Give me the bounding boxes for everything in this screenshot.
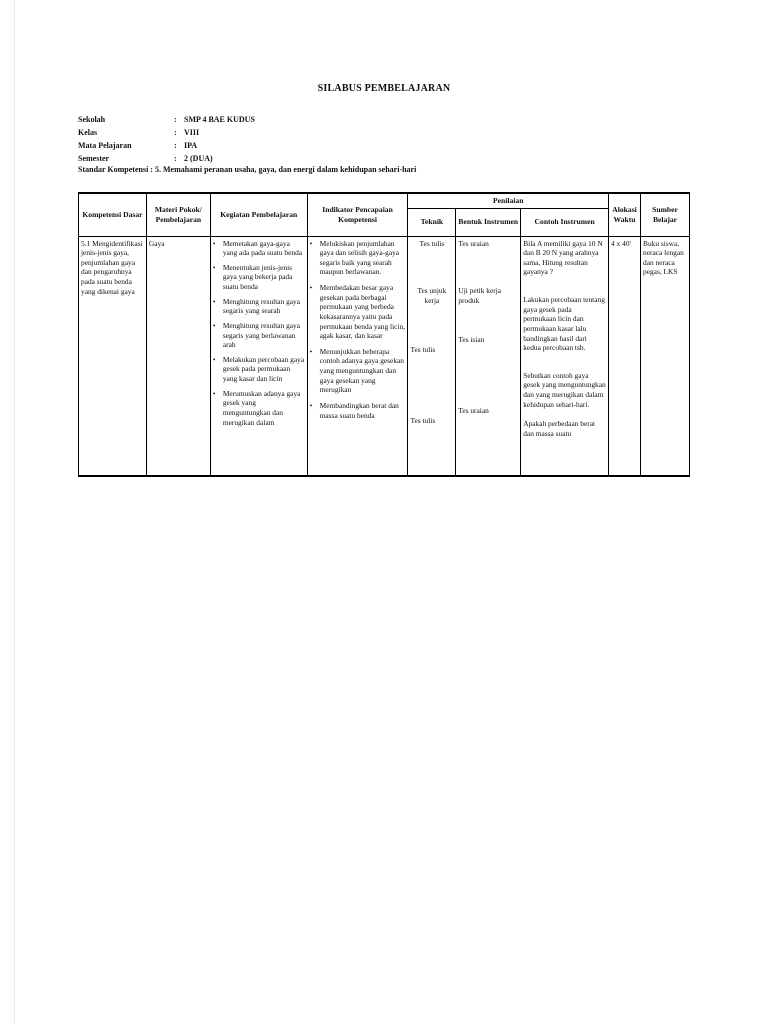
list-item: • Menentukan jenis-jenis gaya yang bekerja pada suatu benda [213, 263, 305, 292]
silabus-table [78, 192, 690, 477]
header-bentuk: Bentuk Instrumen [456, 208, 521, 236]
list-item: • Menghitung resultan gaya segaris yang berlawanan arah [213, 321, 305, 350]
header-kompetensi-dasar: Kompetensi Dasar [79, 193, 147, 236]
teknik-item: Tes unjuk kerja [417, 286, 447, 305]
list-item: • Menghitung resultan gaya segaris yang searah [213, 297, 305, 316]
bentuk-item: Tes isian [458, 335, 485, 345]
header-alokasi: Alokasi Waktu [609, 193, 641, 236]
list-item: • Melakukan percobaan gaya gesek pada permukaan yang kasar dan licin [213, 355, 305, 384]
info-value: 2 (DUA) [184, 154, 213, 163]
list-item: • Menunjukkan beberapa contoh adanya gaya gesekan yang menguntungkan dan gaya gesekan yang merugikan [310, 347, 406, 395]
info-colon: : [174, 128, 177, 137]
list-item: • Memetakan gaya-gaya yang ada pada suatu benda [213, 239, 305, 258]
info-value: SMP 4 BAE KUDUS [184, 115, 255, 124]
bentuk-item: Uji petik kerja produk [458, 286, 502, 305]
cell-kegiatan [210, 236, 307, 476]
info-row-mata-pelajaran [78, 139, 255, 152]
cell-teknik [408, 236, 456, 476]
contoh-item: Lakukan percobaan tentang gaya gesek pada permukaan licin dan permukaan kasar lalu bandingkan hasil dari kedua percobaan tsb. [523, 295, 605, 353]
info-label: Sekolah [78, 115, 106, 124]
list-item: • Membedakan besar gaya gesekan pada berbagai permukaan yang berbeda kekasarannya yaitu pada permukaan benda yang licin, agak kasar, dan kasar [310, 283, 406, 341]
header-teknik: Teknik [408, 208, 456, 236]
page-edge-line [14, 0, 15, 1024]
cell-sumber: Buku siswa, neraca lengan dan neraca pegas, LKS [641, 236, 690, 476]
cell-indikator [307, 236, 408, 476]
teknik-item: Tes tulis [410, 345, 436, 355]
teknik-item: Tes tulis [419, 238, 445, 248]
bentuk-item: Tes uraian [458, 238, 489, 248]
info-colon: : [174, 115, 177, 124]
header-sumber: Sumber Belajar [641, 193, 690, 236]
info-label: Kelas [78, 128, 98, 137]
info-label: Semester [78, 154, 110, 163]
contoh-item: Apakah perbedaan berat dan massa suatu [523, 419, 596, 438]
cell-kompetensi-dasar: 5.1 Mengidentifikasi jenis-jenis gaya, penjumlahan gaya dan pengaruhnya pada suatu benda yang dikenai gaya [79, 236, 147, 476]
cell-contoh [521, 236, 609, 476]
info-row-kelas [78, 126, 255, 139]
info-row-sekolah [78, 113, 255, 126]
list-item: • Merumuskan adanya gaya gesek yang menguntungkan dan merugikan dalam [213, 389, 305, 428]
info-colon: : [174, 154, 177, 163]
standar-kompetensi: Standar Kompetensi : 5. Memahami peranan usaha, gaya, dan energi dalam kehidupan sehari-hari [78, 165, 417, 174]
info-colon: : [174, 141, 177, 150]
info-block [78, 113, 255, 165]
teknik-item: Tes tulis [410, 416, 436, 425]
cell-bentuk [456, 236, 521, 476]
list-item: • Melukiskan penjumlahan gaya dan selisih gaya-gaya segaris baik yang searah maupun berlawanan. [310, 239, 406, 278]
info-label: Mata Pelajaran [78, 141, 132, 150]
cell-alokasi: 4 x 40' [609, 236, 641, 476]
contoh-item: Sebutkan contoh gaya gesek yang menguntungkan dan yang merugikan dalam kehidupan sehari-hari. [523, 370, 606, 409]
list-item: • Membandingkan berat dan massa suatu benda [310, 401, 406, 420]
header-indikator: Indikator Pencapaian Kompetensi [307, 193, 408, 236]
header-materi: Materi Pokok/ Pembelajaran [146, 193, 210, 236]
info-value: VIII [184, 128, 200, 137]
header-contoh: Contoh Instrumen [521, 208, 609, 236]
bentuk-item: Tes uraian [458, 406, 489, 415]
cell-materi: Gaya [146, 236, 210, 476]
info-value: IPA [184, 141, 198, 150]
table-row [79, 236, 690, 476]
header-penilaian: Penilaian [408, 193, 609, 208]
contoh-item: Bila A memiliki gaya 10 N dan B 20 N yang arahnya sama, Hitung resultan gayanya ? [523, 238, 603, 277]
document-title: SILABUS PEMBELAJARAN [317, 83, 451, 94]
header-kegiatan: Kegiatan Pembelajaran [210, 193, 307, 236]
info-row-semester [78, 152, 255, 165]
